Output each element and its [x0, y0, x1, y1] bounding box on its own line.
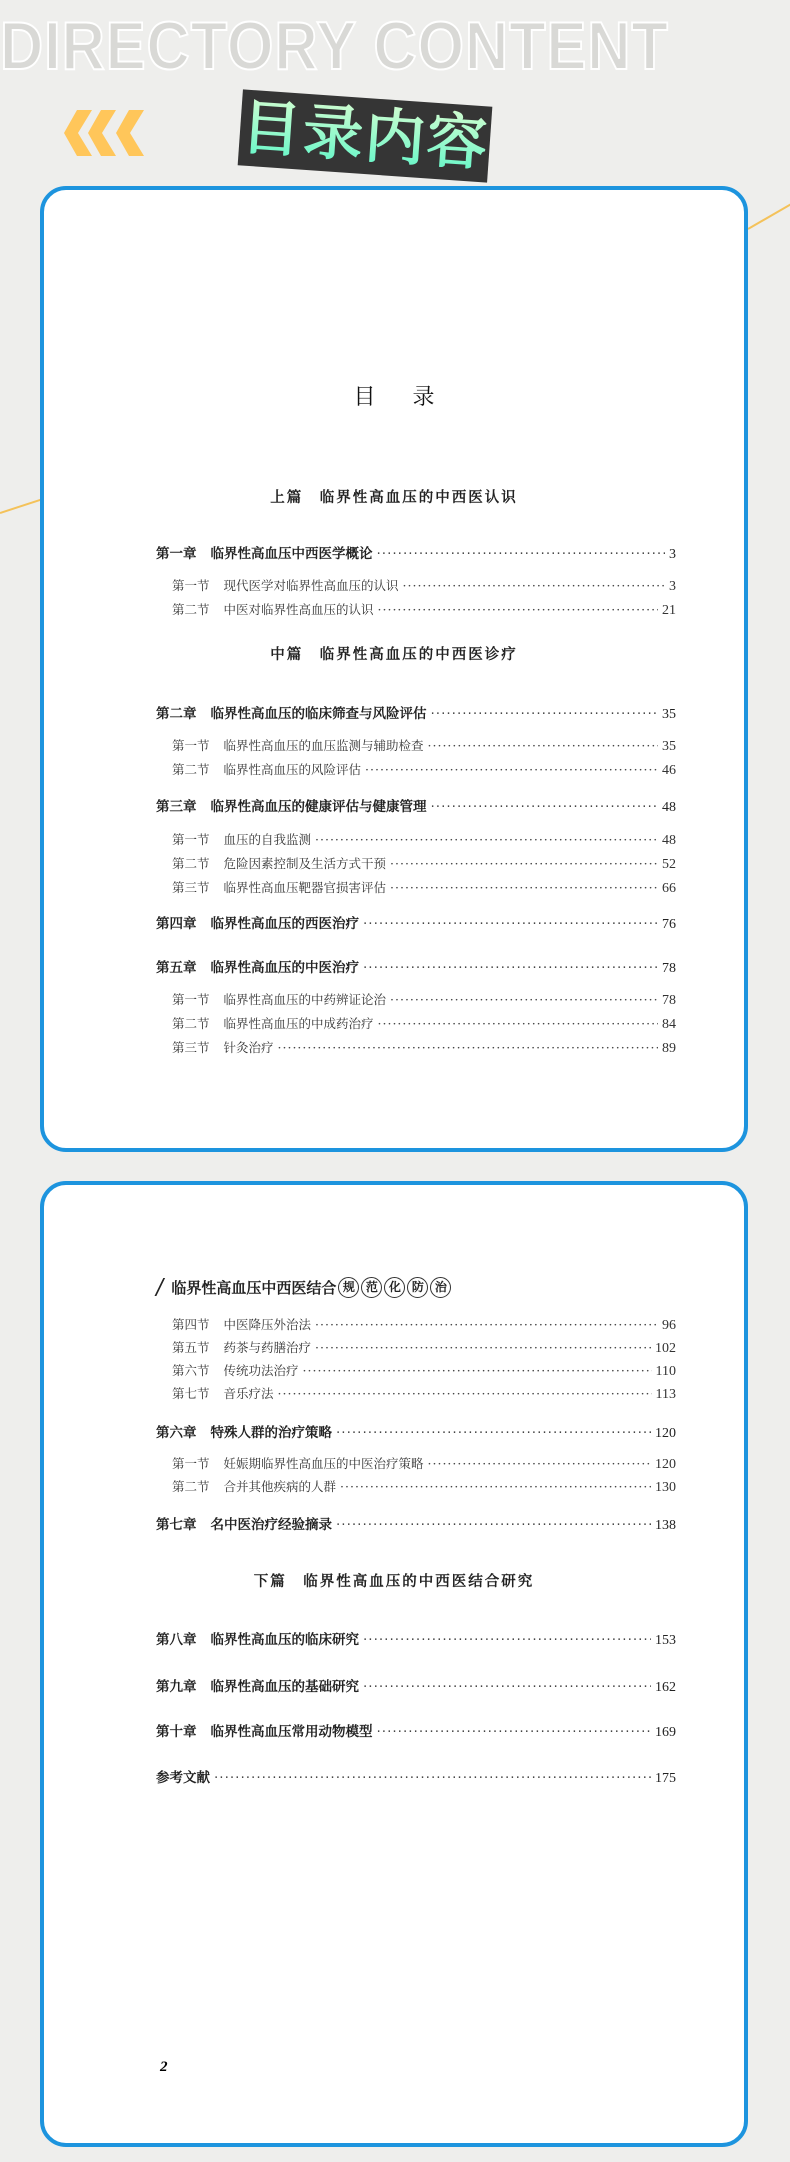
toc-section[interactable]	[172, 1454, 676, 1473]
toc-section[interactable]	[172, 760, 676, 779]
toc-title-text: 临界性高血压常用动物模型	[210, 1724, 373, 1740]
toc-page-number: 96	[662, 1318, 676, 1333]
toc-label: 第六章	[156, 1425, 197, 1441]
leader-dots	[403, 578, 665, 593]
toc-page-number: 130	[655, 1480, 676, 1495]
toc-section[interactable]	[172, 1315, 676, 1334]
slash-mark: /	[153, 1275, 166, 1300]
toc-title-text: 合并其他疾病的人群	[223, 1479, 337, 1494]
toc-chapter[interactable]	[156, 702, 676, 723]
leader-dots	[390, 880, 658, 895]
toc-title-text: 临界性高血压的基础研究	[210, 1679, 359, 1695]
toc-title-text: 临界性高血压的风险评估	[223, 762, 362, 777]
toc-title-text: 临界性高血压的血压监测与辅助检查	[223, 738, 424, 753]
toc-title-text: 参考文献	[156, 1770, 210, 1786]
toc-chapter[interactable]	[156, 795, 676, 816]
leader-dots	[315, 832, 658, 847]
toc-title-text: 中医降压外治法	[223, 1317, 312, 1332]
toc-section[interactable]	[172, 1477, 676, 1496]
leader-dots	[278, 1040, 658, 1055]
toc-label: 第二节	[172, 1479, 210, 1494]
toc-title-text: 临界性高血压中西医学概论	[210, 546, 373, 562]
toc-title-text: 临界性高血压的中医治疗	[210, 960, 359, 976]
toc-label: 第一节	[172, 832, 210, 847]
toc-title-text: 临界性高血压的临床筛查与风险评估	[210, 706, 427, 722]
toc-label: 第三节	[172, 880, 210, 895]
toc-chapter[interactable]	[156, 1766, 676, 1787]
part-heading: 上篇 临界性高血压的中西医认识	[270, 489, 518, 506]
toc-page-number: 84	[662, 1017, 676, 1032]
toc-title-text: 临界性高血压的西医治疗	[210, 916, 359, 932]
leader-dots	[378, 1016, 658, 1031]
toc-page-number: 120	[655, 1426, 676, 1441]
toc-chapter[interactable]	[156, 912, 676, 933]
toc-section[interactable]	[172, 1014, 676, 1033]
leader-dots	[378, 602, 658, 617]
circled-char: 范	[361, 1277, 382, 1298]
page-number: 2	[160, 2059, 168, 2075]
background-title: DIRECTORY CONTENT	[0, 8, 669, 84]
toc-page-1	[40, 186, 748, 1152]
toc-label: 第六节	[172, 1363, 210, 1378]
toc-label: 第一节	[172, 992, 210, 1007]
toc-page-number: 120	[655, 1457, 676, 1472]
leader-dots	[365, 762, 658, 777]
toc-label: 第十章	[156, 1724, 197, 1740]
toc-page-number: 78	[662, 961, 676, 976]
circled-char: 防	[407, 1277, 428, 1298]
leader-dots	[428, 1456, 651, 1471]
toc-page-number: 52	[662, 857, 676, 872]
toc-label: 第二章	[156, 706, 197, 722]
toc-title-text: 传统功法治疗	[223, 1363, 299, 1378]
leader-dots	[390, 992, 658, 1007]
toc-section[interactable]	[172, 1384, 676, 1403]
toc-section[interactable]	[172, 1361, 676, 1380]
toc-chapter[interactable]	[156, 1513, 676, 1534]
toc-title-text: 临界性高血压的中药辨证论治	[223, 992, 387, 1007]
toc-chapter[interactable]	[156, 1421, 676, 1442]
toc-label: 第二节	[172, 856, 210, 871]
toc-section[interactable]	[172, 990, 676, 1009]
toc-label: 第一节	[172, 1456, 210, 1471]
toc-chapter[interactable]	[156, 1628, 676, 1649]
toc-page-number: 46	[662, 763, 676, 778]
toc-title-text: 危险因素控制及生活方式干预	[223, 856, 387, 871]
toc-page-number: 102	[655, 1341, 676, 1356]
toc-page-number: 110	[655, 1364, 676, 1379]
leader-dots	[363, 1679, 651, 1695]
toc-section[interactable]	[172, 576, 676, 595]
toc-page-number: 48	[662, 800, 676, 815]
toc-chapter[interactable]	[156, 956, 676, 977]
toc-label: 第二节	[172, 762, 210, 777]
toc-title-text: 中医对临界性高血压的认识	[223, 602, 374, 617]
part-heading: 中篇 临界性高血压的中西医诊疗	[270, 646, 518, 663]
toc-section[interactable]	[172, 600, 676, 619]
toc-label: 第五章	[156, 960, 197, 976]
toc-label: 第五节	[172, 1340, 210, 1355]
section-badge	[238, 89, 493, 182]
toc-page-number: 21	[662, 603, 676, 618]
toc-title-text: 临界性高血压的健康评估与健康管理	[210, 799, 427, 815]
toc-page-2	[40, 1181, 748, 2147]
chevrons-left-icon	[64, 110, 154, 156]
toc-title-text: 药茶与药膳治疗	[223, 1340, 312, 1355]
toc-section[interactable]	[172, 854, 676, 873]
leader-dots	[315, 1340, 651, 1355]
leader-dots	[363, 1632, 651, 1648]
toc-chapter[interactable]	[156, 1675, 676, 1696]
badge-text: 目录内容	[238, 92, 492, 180]
leader-dots	[390, 856, 658, 871]
toc-label: 第三章	[156, 799, 197, 815]
toc-page-number: 66	[662, 881, 676, 896]
leader-dots	[278, 1386, 652, 1401]
leader-dots	[431, 799, 659, 815]
circled-char: 规	[338, 1277, 359, 1298]
toc-title-text: 针灸治疗	[223, 1040, 274, 1055]
toc-title-text: 音乐疗法	[223, 1386, 274, 1401]
toc-title: 目 录	[353, 385, 435, 410]
leader-dots	[431, 706, 659, 722]
toc-page-number: 3	[669, 547, 676, 562]
toc-page-number: 35	[662, 739, 676, 754]
toc-label: 第三节	[172, 1040, 210, 1055]
toc-page-number: 138	[655, 1518, 676, 1533]
leader-dots	[340, 1479, 651, 1494]
toc-page-number: 48	[662, 833, 676, 848]
toc-title-text: 临界性高血压的中成药治疗	[223, 1016, 374, 1031]
leader-dots	[214, 1770, 651, 1786]
toc-section[interactable]	[172, 1338, 676, 1357]
leader-dots	[377, 1724, 652, 1740]
part-heading: 下篇 临界性高血压的中西医结合研究	[253, 1573, 535, 1590]
leader-dots	[315, 1317, 658, 1332]
toc-label: 第二节	[172, 602, 210, 617]
toc-label: 第七章	[156, 1517, 197, 1533]
toc-page-number: 175	[655, 1771, 676, 1786]
toc-label: 第一章	[156, 546, 197, 562]
decor-line-right	[748, 203, 790, 230]
toc-label: 第九章	[156, 1679, 197, 1695]
toc-title-text: 名中医治疗经验摘录	[210, 1517, 332, 1533]
leader-dots	[336, 1517, 651, 1533]
toc-page-number: 153	[655, 1633, 676, 1648]
toc-page-number: 169	[655, 1725, 676, 1740]
toc-title-text: 血压的自我监测	[223, 832, 312, 847]
toc-page-number: 35	[662, 707, 676, 722]
toc-label: 第一节	[172, 578, 210, 593]
leader-dots	[428, 738, 658, 753]
leader-dots	[336, 1425, 651, 1441]
toc-label: 第四章	[156, 916, 197, 932]
toc-label: 第二节	[172, 1016, 210, 1031]
toc-chapter[interactable]	[156, 542, 676, 563]
leader-dots	[363, 916, 658, 932]
circled-char: 治	[430, 1277, 451, 1298]
running-header	[153, 1275, 451, 1300]
toc-label: 第八章	[156, 1632, 197, 1648]
toc-page-number: 113	[655, 1387, 676, 1402]
toc-title-text: 特殊人群的治疗策略	[210, 1425, 332, 1441]
toc-title-text: 临界性高血压靶器官损害评估	[223, 880, 387, 895]
toc-section[interactable]	[172, 878, 676, 897]
toc-label: 第四节	[172, 1317, 210, 1332]
running-header-text: 临界性高血压中西医结合	[171, 1279, 337, 1297]
circled-char: 化	[384, 1277, 405, 1298]
leader-dots	[363, 960, 658, 976]
toc-title-text: 临界性高血压的临床研究	[210, 1632, 359, 1648]
leader-dots	[377, 546, 666, 562]
toc-section[interactable]	[172, 830, 676, 849]
toc-label: 第七节	[172, 1386, 210, 1401]
toc-chapter[interactable]	[156, 1720, 676, 1741]
toc-page-number: 162	[655, 1680, 676, 1695]
toc-title-text: 现代医学对临界性高血压的认识	[223, 578, 399, 593]
toc-page-number: 78	[662, 993, 676, 1008]
toc-section[interactable]	[172, 1038, 676, 1057]
toc-label: 第一节	[172, 738, 210, 753]
circled-chars	[336, 1277, 451, 1298]
toc-page-number: 3	[669, 579, 676, 594]
decor-line-left	[0, 498, 43, 514]
toc-page-number: 76	[662, 917, 676, 932]
toc-section[interactable]	[172, 736, 676, 755]
leader-dots	[303, 1363, 652, 1378]
toc-title-text: 妊娠期临界性高血压的中医治疗策略	[223, 1456, 424, 1471]
toc-page-number: 89	[662, 1041, 676, 1056]
